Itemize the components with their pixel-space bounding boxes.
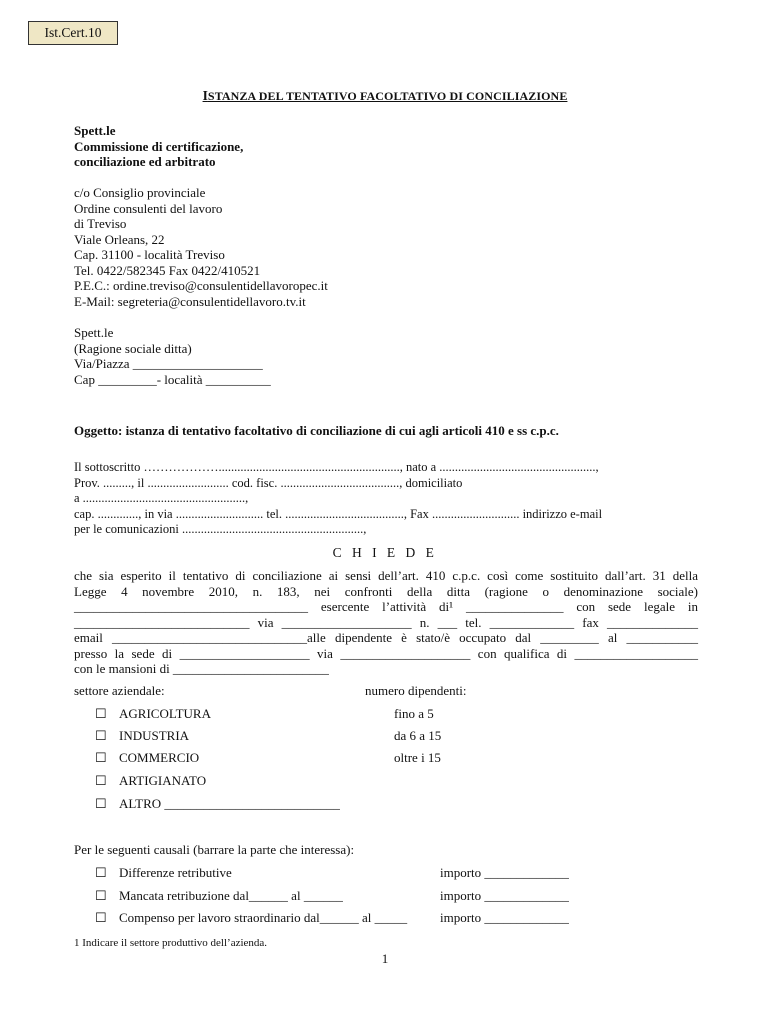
request-block <box>74 568 698 677</box>
request-line: con le mansioni di ________________________ <box>74 661 329 676</box>
cause-label: Mancata retribuzione dal______ al ______ <box>119 888 343 903</box>
company-line: Spett.le <box>74 325 114 340</box>
pec-line: P.E.C.: ordine.treviso@consulentidellavoropec.it <box>74 278 328 293</box>
checkbox[interactable]: ☐ <box>95 910 107 925</box>
addressee-block <box>74 123 698 170</box>
request-line: ___________________________ via ____________________ n. ___ tel. _____________ fax ______________ <box>74 614 698 630</box>
applicant-line: Prov. ........., il .......................... cod. fisc. ......................................, domiciliato <box>74 475 463 490</box>
company-address-block <box>74 325 698 387</box>
sector-label: settore aziendale: <box>74 683 165 698</box>
council-address-block <box>74 185 698 309</box>
address-line: Viale Orleans, 22 <box>74 231 165 247</box>
cause-amount: importo _____________ <box>440 865 569 880</box>
request-line: ____________________________________ esercente l’attività di¹ _______________ con sede legale in <box>74 599 698 614</box>
request-line: presso la sede di ____________________ via ____________________ con qualifica di ___________________ <box>74 645 698 661</box>
causes-intro: Per le seguenti causali (barrare la parte che interessa): <box>74 842 355 857</box>
request-line: Legge 4 novembre 2010, n. 183, nei confronti della ditta (ragione o denominazione sociale) <box>74 583 698 599</box>
option-label: COMMERCIO <box>119 750 200 765</box>
company-line: Via/Piazza ____________________ <box>74 356 263 371</box>
page-number: 1 <box>381 951 389 966</box>
employees-option: oltre i 15 <box>394 750 441 765</box>
applicant-line: Il sottoscritto ……………….........................................................., nato a .................................................., <box>74 460 599 474</box>
option-label: ARTIGIANATO <box>119 773 207 788</box>
option-label: ALTRO ___________________________ <box>119 796 340 811</box>
company-line: Cap _________- località __________ <box>74 371 271 387</box>
subject-line: Oggetto: istanza di tentativo facoltativo di conciliazione di cui agli articoli 410 e ss c.p.c. <box>74 423 559 438</box>
request-line: email ______________________________alle dipendente è stato/è occupato dal _________ al ___________ <box>74 630 698 645</box>
addressee-line: Commissione di certificazione, <box>74 138 244 154</box>
request-line: che sia esperito il tentativo di conciliazione ai sensi dell’art. 410 c.p.c. così come sostituito dall’art. 31 della <box>74 568 698 583</box>
address-line: di Treviso <box>74 216 127 231</box>
applicant-block <box>74 460 698 538</box>
document-title <box>0 88 770 105</box>
document-code-tag: Ist.Cert.10 <box>28 21 118 45</box>
employees-option: fino a 5 <box>394 706 434 721</box>
cause-amount: importo _____________ <box>440 910 569 925</box>
company-line: (Ragione sociale ditta) <box>74 340 192 356</box>
employees-option: da 6 a 15 <box>394 728 442 743</box>
checkbox[interactable]: ☐ <box>95 773 107 788</box>
option-label: INDUSTRIA <box>119 728 190 743</box>
cause-amount: importo _____________ <box>440 888 569 903</box>
address-line: Cap. 31100 - località Treviso <box>74 247 225 262</box>
checkbox[interactable]: ☐ <box>95 706 107 721</box>
checkbox[interactable]: ☐ <box>95 728 107 743</box>
address-line: c/o Consiglio provinciale <box>74 185 206 200</box>
applicant-line: cap. ............., in via ............................ tel. ......................................, Fax ............................ indirizzo e-mail <box>74 506 603 521</box>
checkbox[interactable]: ☐ <box>95 865 107 880</box>
addressee-line: conciliazione ed arbitrato <box>74 154 216 169</box>
applicant-line: a ...................................................., <box>74 491 249 505</box>
address-line: Tel. 0422/582345 Fax 0422/410521 <box>74 262 261 278</box>
chiede-heading: C H I E D E <box>332 545 438 560</box>
option-label: AGRICOLTURA <box>119 706 211 721</box>
checkbox[interactable]: ☐ <box>95 888 107 903</box>
applicant-line: per le comunicazioni .........................................................., <box>74 522 367 536</box>
cause-label: Compenso per lavoro straordinario dal______ al _____ <box>119 910 408 925</box>
cause-label: Differenze retributive <box>119 865 232 880</box>
checkbox[interactable]: ☐ <box>95 750 107 765</box>
footnote: 1 Indicare il settore produttivo dell’azienda. <box>74 937 268 949</box>
addressee-line: Spett.le <box>74 123 116 138</box>
title-rest: STANZA DEL TENTATIVO FACOLTATIVO DI CONCILIAZIONE <box>207 89 568 103</box>
address-line: Ordine consulenti del lavoro <box>74 200 223 216</box>
employees-label: numero dipendenti: <box>365 683 467 698</box>
title-initial: I <box>202 88 208 103</box>
email-line: E-Mail: segreteria@consulentidellavoro.tv.it <box>74 293 306 309</box>
checkbox[interactable]: ☐ <box>95 796 107 811</box>
